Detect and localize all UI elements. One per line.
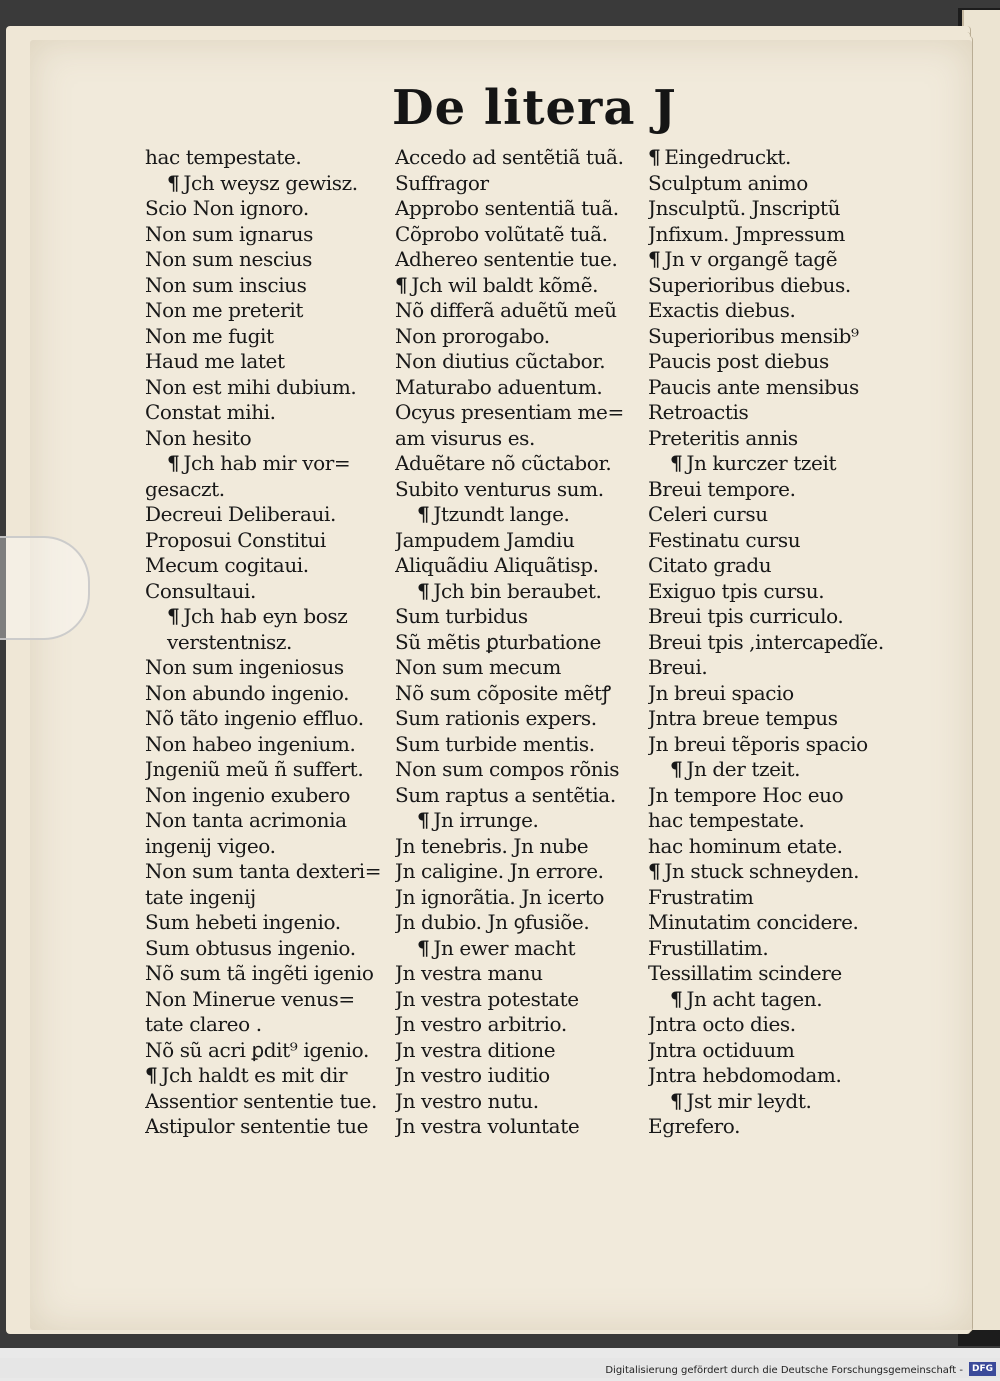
footer-credit: Digitalisierung gefördert durch die Deutsche Forschungsgemeinschaft - — [605, 1365, 963, 1376]
line-text: Breui tpis ,intercapedĩe. — [648, 629, 884, 654]
text-line — [395, 375, 645, 401]
line-text: Jn vestra potestate — [395, 986, 579, 1011]
line-text: Breui tpis curriculo. — [648, 604, 844, 628]
section-heading — [395, 273, 645, 299]
page-clip — [0, 536, 90, 640]
pilcrow-icon: ¶ — [670, 986, 683, 1011]
line-text: Jn breui tẽporis spacio — [648, 731, 868, 756]
line-text: Jn irrunge. — [433, 808, 539, 832]
text-line — [145, 426, 390, 452]
text-line — [395, 171, 645, 197]
section-heading — [145, 171, 390, 197]
text-line — [395, 1114, 645, 1140]
section-heading — [145, 1063, 390, 1089]
line-text: tate clareo . — [145, 1012, 262, 1036]
text-line — [395, 196, 645, 222]
line-text: Egrefero. — [648, 1114, 741, 1138]
line-text: Jn dubio. Jn ꝯfusiõe. — [395, 910, 590, 934]
line-text: Retroactis — [648, 400, 749, 424]
pilcrow-icon: ¶ — [670, 1088, 683, 1113]
text-line — [648, 196, 898, 222]
line-text: Nõ sum tã ingẽti igenio — [145, 961, 374, 985]
pilcrow-icon: ¶ — [648, 859, 661, 883]
line-text: Jn breui spacio — [648, 680, 794, 705]
text-line — [145, 145, 390, 171]
text-line — [395, 910, 645, 936]
line-text: Non est mihi dubium. — [145, 374, 357, 399]
text-line — [145, 859, 390, 885]
text-line — [145, 1012, 390, 1038]
pilcrow-icon: ¶ — [670, 451, 683, 475]
line-text: Nõ sũ acri ꝑdit⁹ igenio. — [145, 1037, 369, 1062]
pilcrow-icon: ¶ — [417, 578, 430, 603]
line-text: Jn vestro nutu. — [395, 1088, 539, 1113]
line-text: Scio Non ignoro. — [145, 196, 309, 220]
text-line — [648, 681, 898, 707]
dfg-logo: DFG — [969, 1362, 996, 1376]
line-text: Jntra octo dies. — [648, 1012, 796, 1036]
text-line — [145, 502, 390, 528]
text-line — [145, 961, 390, 987]
text-line — [145, 808, 390, 834]
section-heading — [648, 451, 898, 477]
text-line — [395, 553, 645, 579]
line-text: Decreui Deliberaui. — [145, 502, 336, 526]
text-line — [395, 681, 645, 707]
text-line — [648, 834, 898, 860]
text-line — [145, 1114, 390, 1140]
text-line — [648, 375, 898, 401]
line-text: Non abundo ingenio. — [145, 680, 350, 705]
line-text: Festinatu cursu — [648, 527, 801, 552]
text-line — [648, 732, 898, 758]
section-heading — [145, 604, 390, 630]
line-text: gesaczt. — [145, 476, 225, 501]
line-text: Mecum cogitaui. — [145, 553, 309, 577]
text-line — [145, 630, 390, 656]
text-line — [145, 910, 390, 936]
text-column-1 — [145, 145, 390, 1140]
text-line — [395, 859, 645, 885]
line-text: Adhereo sententie tue. — [395, 247, 618, 271]
text-line — [648, 1012, 898, 1038]
line-text: Cõprobo volũtatẽ tuã. — [395, 221, 608, 246]
text-line — [648, 349, 898, 375]
pilcrow-icon: ¶ — [670, 757, 683, 781]
line-text: Non hesito — [145, 425, 252, 450]
text-line — [395, 1012, 645, 1038]
text-line — [395, 987, 645, 1013]
page-title: De litera J — [392, 80, 677, 136]
section-heading — [648, 1089, 898, 1115]
text-line — [648, 324, 898, 350]
line-text: Jn der tzeit. — [686, 757, 801, 781]
line-text: Breui. — [648, 655, 708, 679]
text-column-2 — [395, 145, 645, 1140]
text-line — [145, 834, 390, 860]
line-text: Jntra hebdomodam. — [648, 1063, 842, 1087]
text-line — [648, 783, 898, 809]
text-line — [648, 553, 898, 579]
line-text: hac tempestate. — [648, 808, 805, 832]
pilcrow-icon: ¶ — [167, 170, 180, 195]
text-line — [145, 528, 390, 554]
text-line — [395, 706, 645, 732]
line-text: Sum obtusus ingenio. — [145, 935, 356, 960]
line-text: Maturabo aduentum. — [395, 374, 603, 399]
line-text: Jnfixum. Jmpressum — [648, 221, 845, 246]
text-line — [648, 1063, 898, 1089]
line-text: Exactis diebus. — [648, 298, 796, 322]
line-text: Jn acht tagen. — [686, 986, 823, 1011]
text-line — [648, 502, 898, 528]
line-text: verstentnisz. — [167, 629, 292, 654]
line-text: Jn vestro arbitrio. — [395, 1012, 567, 1036]
line-text: Jn stuck schneyden. — [664, 859, 860, 883]
text-line — [648, 222, 898, 248]
line-text: Non sum nescius — [145, 247, 312, 271]
section-heading — [395, 502, 645, 528]
line-text: am visurus es. — [395, 425, 536, 450]
line-text: Nõ differã aduẽtũ meũ — [395, 298, 617, 322]
text-line — [145, 196, 390, 222]
line-text: Sũ mẽtis ꝑturbatione — [395, 629, 601, 654]
line-text: Sum turbidus — [395, 604, 528, 628]
line-text: Haud me latet — [145, 349, 285, 373]
section-heading — [648, 859, 898, 885]
text-line — [145, 885, 390, 911]
line-text: Jampudem Jamdiu — [395, 527, 575, 552]
pilcrow-icon: ¶ — [417, 808, 430, 832]
line-text: Jntra octiduum — [648, 1037, 795, 1062]
line-text: Non sum mecum — [395, 655, 561, 679]
line-text: Non ingenio exubero — [145, 782, 351, 807]
section-heading — [648, 247, 898, 273]
line-text: Jn vestra manu — [395, 961, 543, 985]
text-line — [395, 834, 645, 860]
line-text: Jn vestro iuditio — [395, 1063, 550, 1087]
text-line — [648, 426, 898, 452]
line-text: Sum turbide mentis. — [395, 731, 595, 756]
text-line — [648, 885, 898, 911]
line-text: Non tanta acrimonia — [145, 808, 347, 832]
text-line — [395, 1089, 645, 1115]
text-line — [648, 298, 898, 324]
section-heading — [648, 757, 898, 783]
line-text: Non sum compos rõnis — [395, 757, 620, 781]
line-text: Accedo ad sentẽtiã tuã. — [395, 145, 624, 169]
text-line — [395, 222, 645, 248]
footer-bar — [0, 1358, 1000, 1378]
text-line — [145, 1038, 390, 1064]
text-line — [648, 579, 898, 605]
line-text: Constat mihi. — [145, 400, 276, 424]
section-heading — [648, 987, 898, 1013]
text-line — [395, 324, 645, 350]
text-line — [648, 400, 898, 426]
text-line — [395, 732, 645, 758]
text-line — [648, 528, 898, 554]
line-text: Suffragor — [395, 170, 489, 195]
line-text: Minutatim concidere. — [648, 910, 859, 934]
line-text: Approbo sententiã tuã. — [395, 196, 619, 220]
line-text: Jst mir leydt. — [686, 1088, 812, 1113]
line-text: Jch hab eyn bosz — [183, 604, 348, 628]
text-line — [648, 655, 898, 681]
pilcrow-icon: ¶ — [167, 451, 180, 475]
line-text: Nõ sum cõposite mẽtꝭ — [395, 680, 611, 705]
text-line — [648, 910, 898, 936]
text-line — [648, 961, 898, 987]
line-text: Jn caligine. Jn errore. — [395, 859, 604, 883]
line-text: Consultaui. — [145, 578, 256, 603]
text-line — [145, 247, 390, 273]
text-line — [395, 655, 645, 681]
pilcrow-icon: ¶ — [417, 502, 430, 526]
line-text: Paucis ante mensibus — [648, 374, 859, 399]
text-line — [145, 349, 390, 375]
line-text: Citato gradu — [648, 553, 772, 577]
line-text: Sum raptus a sentẽtia. — [395, 782, 616, 807]
line-text: ingenij vigeo. — [145, 833, 276, 858]
line-text: Jch bin beraubet. — [433, 578, 602, 603]
line-text: Non me fugit — [145, 323, 274, 348]
section-heading — [395, 579, 645, 605]
text-line — [145, 579, 390, 605]
line-text: Jn ewer macht — [433, 935, 576, 960]
line-text: Aduẽtare nõ cũctabor. — [395, 451, 612, 475]
line-text: Assentior sententie tue. — [145, 1088, 377, 1113]
line-text: hac tempestate. — [145, 145, 302, 169]
pilcrow-icon: ¶ — [417, 935, 430, 960]
line-text: Jngeniũ meũ ñ suffert. — [145, 757, 364, 781]
line-text: Eingedruckt. — [664, 145, 792, 169]
text-line — [145, 681, 390, 707]
line-text: Jtzundt lange. — [433, 502, 570, 526]
text-line — [648, 630, 898, 656]
line-text: Frustillatim. — [648, 935, 769, 960]
line-text: Jntra breue tempus — [648, 706, 838, 730]
text-line — [395, 757, 645, 783]
text-line — [395, 426, 645, 452]
section-heading — [395, 808, 645, 834]
text-line — [395, 1063, 645, 1089]
line-text: Jch hab mir vor= — [183, 451, 351, 475]
text-line — [395, 451, 645, 477]
line-text: Frustratim — [648, 884, 754, 909]
pilcrow-icon: ¶ — [167, 604, 180, 628]
line-text: Non sum ingeniosus — [145, 655, 344, 679]
line-text: Sum hebeti ingenio. — [145, 910, 341, 934]
line-text: Non me preterit — [145, 298, 304, 322]
section-heading — [648, 145, 898, 171]
text-line — [395, 783, 645, 809]
text-line — [648, 808, 898, 834]
line-text: Ocyus presentiam me= — [395, 400, 624, 424]
line-text: Celeri cursu — [648, 502, 768, 526]
text-line — [145, 553, 390, 579]
line-text: Superioribus mensib⁹ — [648, 323, 859, 348]
text-line — [648, 604, 898, 630]
text-line — [145, 757, 390, 783]
text-line — [145, 273, 390, 299]
text-line — [395, 247, 645, 273]
text-line — [395, 1038, 645, 1064]
line-text: Jch wil baldt kõmẽ. — [411, 272, 599, 297]
text-line — [395, 630, 645, 656]
line-text: tate ingenij — [145, 884, 256, 909]
line-text: Jch haldt es mit dir — [161, 1063, 348, 1087]
line-text: Nõ tãto ingenio effluo. — [145, 706, 364, 730]
text-line — [395, 349, 645, 375]
text-line — [395, 528, 645, 554]
line-text: Jn vestra ditione — [395, 1037, 556, 1062]
line-text: Sum rationis expers. — [395, 706, 597, 730]
line-text: Jn v organgẽ tagẽ — [664, 247, 838, 271]
section-heading — [395, 936, 645, 962]
line-text: Non prorogabo. — [395, 323, 550, 348]
text-line — [145, 706, 390, 732]
text-line — [145, 375, 390, 401]
line-text: Aliquãdiu Aliquãtisp. — [395, 553, 599, 577]
text-line — [145, 400, 390, 426]
text-line — [145, 222, 390, 248]
text-line — [648, 171, 898, 197]
line-text: Non habeo ingenium. — [145, 731, 356, 756]
line-text: Paucis post diebus — [648, 349, 829, 373]
text-line — [395, 477, 645, 503]
text-line — [395, 145, 645, 171]
text-line — [395, 604, 645, 630]
line-text: Jn tempore Hoc euo — [648, 782, 844, 807]
line-text: Jn vestra voluntate — [395, 1114, 580, 1138]
text-line — [648, 1038, 898, 1064]
pilcrow-icon: ¶ — [648, 247, 661, 271]
line-text: Jch weysz gewisz. — [183, 170, 358, 195]
line-text: Subito venturus sum. — [395, 476, 604, 501]
line-text: Superioribus diebus. — [648, 272, 851, 297]
line-text: hac hominum etate. — [648, 833, 843, 858]
line-text: Exiguo tpis cursu. — [648, 578, 825, 603]
text-line — [145, 298, 390, 324]
line-text: Jn ignorãtia. Jn icerto — [395, 884, 605, 909]
line-text: Jn kurczer tzeit — [686, 451, 837, 475]
text-line — [145, 1089, 390, 1115]
line-text: Jn tenebris. Jn nube — [395, 833, 589, 858]
line-text: Proposui Constitui — [145, 527, 326, 552]
text-line — [145, 783, 390, 809]
line-text: Astipulor sententie tue — [145, 1114, 369, 1138]
text-line — [395, 400, 645, 426]
pilcrow-icon: ¶ — [648, 145, 661, 169]
line-text: Sculptum animo — [648, 170, 808, 195]
text-line — [145, 987, 390, 1013]
text-line — [648, 1114, 898, 1140]
text-line — [395, 298, 645, 324]
line-text: Non sum inscius — [145, 272, 307, 297]
line-text: Jnsculptũ. Jnscriptũ — [648, 196, 841, 220]
pilcrow-icon: ¶ — [145, 1063, 158, 1087]
line-text: Preteritis annis — [648, 425, 798, 450]
text-line — [145, 477, 390, 503]
section-heading — [145, 451, 390, 477]
text-line — [648, 706, 898, 732]
text-line — [648, 936, 898, 962]
line-text: Non sum tanta dexteri= — [145, 859, 382, 883]
text-line — [395, 961, 645, 987]
text-column-3 — [648, 145, 898, 1140]
text-line — [648, 273, 898, 299]
line-text: Non Minerue venus= — [145, 986, 355, 1011]
text-line — [648, 477, 898, 503]
pilcrow-icon: ¶ — [395, 272, 408, 297]
line-text: Tessillatim scindere — [648, 961, 842, 985]
line-text: Non diutius cũctabor. — [395, 349, 606, 373]
text-line — [395, 885, 645, 911]
text-line — [145, 936, 390, 962]
line-text: Non sum ignarus — [145, 221, 313, 246]
text-line — [145, 655, 390, 681]
text-line — [145, 732, 390, 758]
text-line — [145, 324, 390, 350]
line-text: Breui tempore. — [648, 476, 796, 501]
